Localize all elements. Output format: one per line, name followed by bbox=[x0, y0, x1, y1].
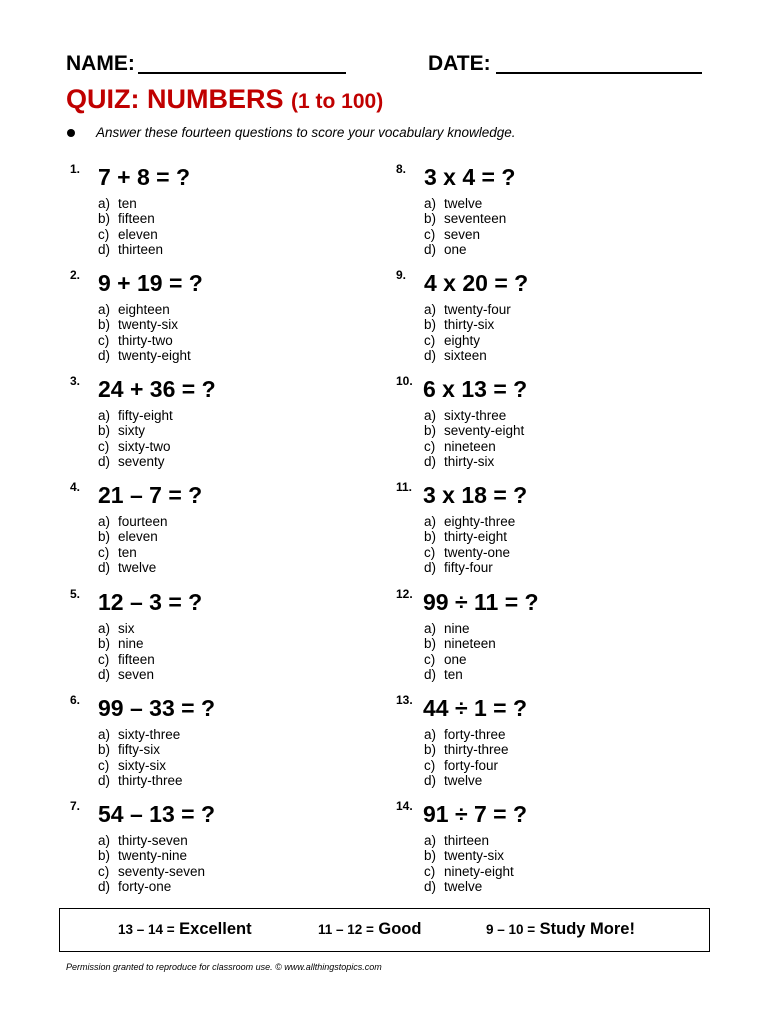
option-text: sixty-three bbox=[444, 408, 507, 423]
option-text: seventy-seven bbox=[118, 863, 206, 879]
score-good-label: Good bbox=[378, 920, 422, 938]
quiz-title-main: QUIZ: NUMBERS bbox=[66, 84, 284, 114]
answer-option[interactable] bbox=[98, 423, 173, 438]
answer-option[interactable] bbox=[424, 454, 524, 469]
question-equation: 21 – 7 = ? bbox=[98, 482, 203, 508]
answer-option[interactable] bbox=[424, 423, 524, 438]
score-study-label: Study More! bbox=[539, 920, 635, 938]
answer-option[interactable] bbox=[98, 848, 205, 863]
score-good bbox=[318, 921, 421, 938]
answer-options bbox=[424, 302, 511, 364]
question-equation: 3 x 18 = ? bbox=[423, 482, 528, 508]
option-text: forty-three bbox=[444, 727, 506, 742]
option-text: forty-four bbox=[444, 757, 499, 773]
answer-option[interactable] bbox=[424, 727, 509, 742]
question-number: 6. bbox=[70, 693, 81, 707]
question-number: 12. bbox=[396, 587, 413, 601]
answer-options bbox=[424, 408, 524, 470]
answer-option[interactable] bbox=[98, 211, 163, 226]
option-letter: c) bbox=[424, 438, 436, 454]
option-text: seventy-eight bbox=[444, 423, 525, 439]
option-text: twenty-six bbox=[118, 317, 179, 333]
question-number: 3. bbox=[70, 374, 81, 388]
answer-options bbox=[98, 302, 191, 364]
answer-options bbox=[98, 408, 173, 470]
option-text: seven bbox=[444, 226, 481, 242]
answer-option[interactable] bbox=[424, 636, 496, 651]
question-equation: 7 + 8 = ? bbox=[98, 164, 191, 190]
question-number: 10. bbox=[396, 374, 413, 388]
option-text: fourteen bbox=[118, 514, 168, 529]
answer-option[interactable] bbox=[424, 652, 496, 667]
answer-option[interactable] bbox=[424, 773, 509, 788]
answer-option[interactable] bbox=[424, 545, 515, 560]
answer-option[interactable] bbox=[424, 439, 524, 454]
option-text: sixty-three bbox=[118, 727, 181, 742]
option-text: sixty-six bbox=[118, 757, 166, 773]
option-letter: a) bbox=[98, 514, 111, 529]
answer-option[interactable] bbox=[98, 439, 173, 454]
option-letter: a) bbox=[424, 408, 437, 423]
option-letter: b) bbox=[424, 848, 437, 864]
option-letter: b) bbox=[424, 423, 437, 439]
option-letter: a) bbox=[424, 621, 437, 636]
score-study-range: 9 – 10 = bbox=[486, 922, 536, 937]
option-text: nine bbox=[444, 621, 470, 636]
option-text: seven bbox=[118, 667, 155, 683]
answer-option[interactable] bbox=[98, 758, 183, 773]
option-letter: c) bbox=[424, 757, 436, 773]
answer-option[interactable] bbox=[98, 864, 205, 879]
option-letter: d) bbox=[98, 667, 111, 683]
question-equation: 99 – 33 = ? bbox=[98, 695, 215, 721]
option-letter: d) bbox=[98, 348, 111, 364]
option-text: twenty-six bbox=[444, 848, 505, 864]
date-label: DATE: bbox=[428, 52, 491, 75]
answer-options bbox=[424, 621, 496, 683]
option-letter: c) bbox=[98, 651, 110, 667]
option-text: thirteen bbox=[444, 833, 490, 848]
option-letter: d) bbox=[424, 773, 437, 789]
answer-options bbox=[424, 727, 509, 789]
option-text: fifty-eight bbox=[118, 408, 173, 423]
option-text: thirty-three bbox=[444, 742, 509, 758]
option-text: thirty-three bbox=[118, 773, 183, 789]
date-blank-line[interactable] bbox=[496, 72, 702, 74]
answer-option[interactable] bbox=[98, 242, 163, 257]
option-text: twelve bbox=[444, 196, 483, 211]
option-letter: d) bbox=[98, 242, 111, 258]
answer-option[interactable] bbox=[424, 560, 515, 575]
option-letter: c) bbox=[424, 332, 436, 348]
answer-option[interactable] bbox=[98, 773, 183, 788]
score-good-range: 11 – 12 = bbox=[318, 922, 374, 937]
option-text: fifteen bbox=[118, 651, 155, 667]
score-excellent-range: 13 – 14 = bbox=[118, 922, 175, 937]
option-letter: a) bbox=[98, 621, 111, 636]
option-letter: b) bbox=[98, 211, 111, 227]
score-excellent-label: Excellent bbox=[179, 920, 252, 938]
answer-option[interactable] bbox=[98, 317, 191, 332]
option-letter: b) bbox=[98, 423, 111, 439]
quiz-title bbox=[66, 86, 383, 113]
footer-permission: Permission granted to reproduce for classroom use. © www.allthingstopics.com bbox=[66, 962, 382, 972]
option-letter: b) bbox=[424, 211, 437, 227]
score-study bbox=[486, 921, 635, 938]
option-text: eleven bbox=[118, 529, 158, 545]
answer-option[interactable] bbox=[424, 348, 511, 363]
answer-option[interactable] bbox=[98, 196, 163, 211]
option-letter: d) bbox=[98, 454, 111, 470]
answer-option[interactable] bbox=[98, 652, 155, 667]
option-letter: a) bbox=[424, 727, 437, 742]
option-text: six bbox=[118, 621, 135, 636]
answer-option[interactable] bbox=[424, 758, 509, 773]
option-letter: a) bbox=[98, 302, 111, 317]
option-letter: a) bbox=[98, 196, 111, 211]
option-letter: d) bbox=[424, 560, 437, 576]
question-equation: 24 + 36 = ? bbox=[98, 376, 216, 402]
option-text: seventeen bbox=[444, 211, 507, 227]
option-letter: b) bbox=[424, 636, 437, 652]
question-equation: 12 – 3 = ? bbox=[98, 589, 203, 615]
option-text: twelve bbox=[118, 560, 157, 576]
answer-option[interactable] bbox=[98, 545, 168, 560]
answer-option[interactable] bbox=[98, 302, 191, 317]
question-equation: 9 + 19 = ? bbox=[98, 270, 203, 296]
question-equation: 99 ÷ 11 = ? bbox=[423, 589, 539, 615]
answer-option[interactable] bbox=[424, 333, 511, 348]
option-letter: b) bbox=[424, 529, 437, 545]
option-letter: d) bbox=[98, 773, 111, 789]
answer-option[interactable] bbox=[98, 667, 155, 682]
option-letter: b) bbox=[98, 742, 111, 758]
option-letter: c) bbox=[424, 651, 436, 667]
option-letter: d) bbox=[424, 242, 437, 258]
instruction-text: Answer these fourteen questions to score your vocabulary knowledge. bbox=[96, 125, 516, 140]
option-text: eighty-three bbox=[444, 514, 516, 529]
option-text: thirty-six bbox=[444, 317, 495, 333]
answer-option[interactable] bbox=[98, 879, 205, 894]
option-letter: c) bbox=[98, 332, 110, 348]
option-text: twelve bbox=[444, 879, 483, 895]
option-letter: a) bbox=[98, 408, 111, 423]
answer-option[interactable] bbox=[98, 454, 173, 469]
answer-option[interactable] bbox=[98, 727, 183, 742]
option-text: eleven bbox=[118, 226, 158, 242]
option-text: twenty-eight bbox=[118, 348, 191, 364]
question-number: 4. bbox=[70, 480, 81, 494]
score-box bbox=[59, 908, 710, 952]
option-text: thirty-six bbox=[444, 454, 495, 470]
question-number: 7. bbox=[70, 799, 81, 813]
option-text: forty-one bbox=[118, 879, 172, 895]
question-equation: 91 ÷ 7 = ? bbox=[423, 801, 528, 827]
option-text: fifty-four bbox=[444, 560, 493, 576]
option-letter: c) bbox=[98, 544, 110, 560]
option-letter: c) bbox=[424, 863, 436, 879]
option-letter: a) bbox=[424, 833, 437, 848]
option-letter: b) bbox=[424, 742, 437, 758]
option-text: one bbox=[444, 651, 467, 667]
question-number: 1. bbox=[70, 162, 81, 176]
option-letter: b) bbox=[98, 317, 111, 333]
option-letter: a) bbox=[424, 196, 437, 211]
option-letter: c) bbox=[98, 863, 110, 879]
answer-options bbox=[98, 727, 183, 789]
answer-option[interactable] bbox=[424, 227, 506, 242]
option-text: ten bbox=[118, 544, 137, 560]
option-text: nine bbox=[118, 636, 144, 652]
quiz-title-range: (1 to 100) bbox=[291, 90, 384, 113]
option-letter: c) bbox=[424, 544, 436, 560]
option-letter: c) bbox=[98, 757, 110, 773]
name-label: NAME: bbox=[66, 52, 135, 75]
answer-options bbox=[98, 621, 155, 683]
option-text: fifteen bbox=[118, 211, 155, 227]
answer-option[interactable] bbox=[424, 514, 515, 529]
option-text: twenty-four bbox=[444, 302, 511, 317]
answer-option[interactable] bbox=[98, 742, 183, 757]
answer-option[interactable] bbox=[424, 879, 514, 894]
question-equation: 44 ÷ 1 = ? bbox=[423, 695, 528, 721]
option-text: nineteen bbox=[444, 438, 496, 454]
answer-option[interactable] bbox=[98, 333, 191, 348]
option-letter: c) bbox=[98, 438, 110, 454]
answer-option[interactable] bbox=[98, 408, 173, 423]
option-text: sixty-two bbox=[118, 438, 171, 454]
option-letter: b) bbox=[98, 848, 111, 864]
answer-option[interactable] bbox=[424, 667, 496, 682]
answer-option[interactable] bbox=[98, 833, 205, 848]
question-number: 8. bbox=[396, 162, 407, 176]
option-letter: d) bbox=[424, 454, 437, 470]
question-equation: 54 – 13 = ? bbox=[98, 801, 215, 827]
answer-option[interactable] bbox=[424, 864, 514, 879]
option-letter: b) bbox=[424, 317, 437, 333]
answer-option[interactable] bbox=[424, 742, 509, 757]
bullet-icon bbox=[67, 129, 75, 137]
answer-option[interactable] bbox=[98, 348, 191, 363]
option-letter: a) bbox=[424, 302, 437, 317]
option-text: nineteen bbox=[444, 636, 496, 652]
answer-option[interactable] bbox=[98, 621, 155, 636]
question-number: 9. bbox=[396, 268, 407, 282]
option-letter: b) bbox=[98, 529, 111, 545]
option-letter: b) bbox=[98, 636, 111, 652]
question-equation: 6 x 13 = ? bbox=[423, 376, 528, 402]
question-number: 5. bbox=[70, 587, 81, 601]
question-number: 14. bbox=[396, 799, 413, 813]
answer-option[interactable] bbox=[424, 317, 511, 332]
question-equation: 4 x 20 = ? bbox=[424, 270, 529, 296]
answer-option[interactable] bbox=[98, 227, 163, 242]
question-number: 11. bbox=[396, 480, 413, 494]
score-excellent bbox=[118, 921, 252, 938]
option-letter: c) bbox=[424, 226, 436, 242]
answer-options bbox=[98, 196, 163, 258]
option-text: twelve bbox=[444, 773, 483, 789]
option-letter: a) bbox=[98, 727, 111, 742]
option-text: sixty bbox=[118, 423, 145, 439]
answer-options bbox=[424, 514, 515, 576]
option-text: twenty-one bbox=[444, 544, 511, 560]
answer-option[interactable] bbox=[424, 621, 496, 636]
question-number: 2. bbox=[70, 268, 81, 282]
option-text: ninety-eight bbox=[444, 863, 514, 879]
option-letter: d) bbox=[98, 560, 111, 576]
option-text: thirty-eight bbox=[444, 529, 508, 545]
option-text: seventy bbox=[118, 454, 165, 470]
option-letter: d) bbox=[98, 879, 111, 895]
name-blank-line[interactable] bbox=[138, 72, 346, 74]
option-letter: d) bbox=[424, 348, 437, 364]
option-text: eighteen bbox=[118, 302, 170, 317]
answer-option[interactable] bbox=[424, 302, 511, 317]
option-letter: a) bbox=[424, 514, 437, 529]
answer-option[interactable] bbox=[424, 833, 514, 848]
option-text: sixteen bbox=[444, 348, 487, 364]
option-text: one bbox=[444, 242, 467, 258]
option-text: eighty bbox=[444, 332, 481, 348]
answer-option[interactable] bbox=[98, 560, 168, 575]
option-letter: a) bbox=[98, 833, 111, 848]
option-letter: c) bbox=[98, 226, 110, 242]
question-number: 13. bbox=[396, 693, 413, 707]
answer-option[interactable] bbox=[424, 529, 515, 544]
answer-option[interactable] bbox=[424, 196, 506, 211]
option-letter: d) bbox=[424, 879, 437, 895]
option-text: ten bbox=[118, 196, 137, 211]
answer-option[interactable] bbox=[424, 242, 506, 257]
answer-options bbox=[424, 196, 506, 258]
answer-option[interactable] bbox=[98, 529, 168, 544]
answer-option[interactable] bbox=[424, 848, 514, 863]
answer-option[interactable] bbox=[98, 514, 168, 529]
answer-option[interactable] bbox=[424, 211, 506, 226]
question-equation: 3 x 4 = ? bbox=[424, 164, 516, 190]
option-text: twenty-nine bbox=[118, 848, 188, 864]
answer-option[interactable] bbox=[98, 636, 155, 651]
option-text: thirteen bbox=[118, 242, 164, 258]
answer-options bbox=[98, 833, 205, 895]
option-text: thirty-seven bbox=[118, 833, 188, 848]
option-text: ten bbox=[444, 667, 463, 683]
answer-option[interactable] bbox=[424, 408, 524, 423]
option-text: thirty-two bbox=[118, 332, 173, 348]
option-letter: d) bbox=[424, 667, 437, 683]
answer-options bbox=[98, 514, 168, 576]
option-text: fifty-six bbox=[118, 742, 160, 758]
answer-options bbox=[424, 833, 514, 895]
